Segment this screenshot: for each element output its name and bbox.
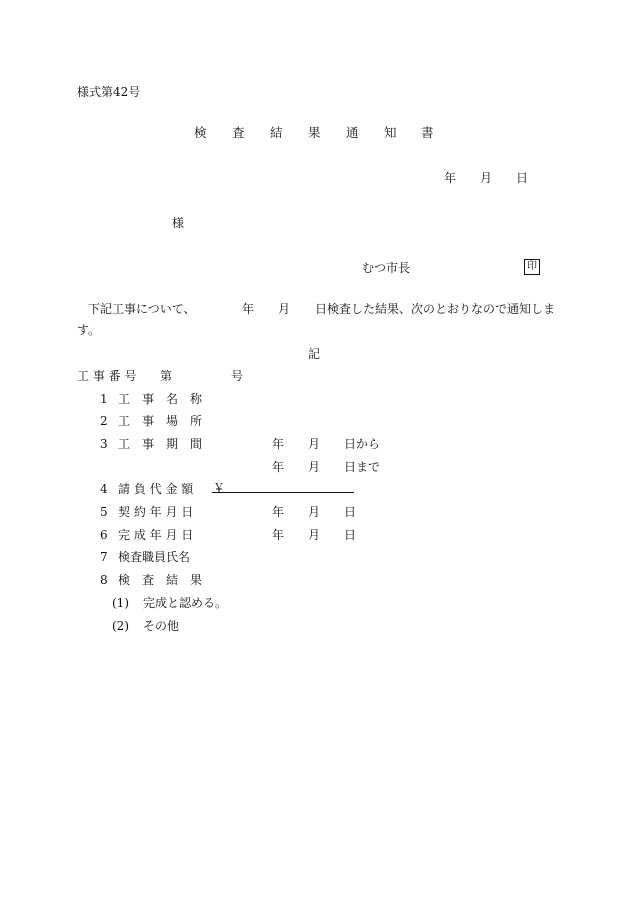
seal-mark: 印 <box>524 259 540 275</box>
item-6-year: 年 <box>272 528 285 542</box>
item-5-month: 月 <box>308 505 321 519</box>
date-year: 年 <box>444 171 457 185</box>
yen-sign: ￥ <box>213 481 226 495</box>
issuer-name: むつ市長 <box>362 261 411 275</box>
item-3-number: 3 <box>100 437 108 451</box>
date-day: 日 <box>516 171 529 185</box>
item-3-start-month: 月 <box>308 437 321 451</box>
item-5-label: 契 約 年 月 日 <box>118 505 194 519</box>
body-text-line2: す。 <box>77 323 101 337</box>
addressee-suffix: 様 <box>172 216 185 230</box>
title-char: 結 <box>270 125 283 140</box>
item-7-label: 検査職員氏名 <box>118 550 191 564</box>
body-text-start: 下記工事について、 <box>88 302 196 316</box>
item-3-label: 工 事 期 間 <box>118 437 203 451</box>
result-2-number: (2) <box>112 619 129 633</box>
title-char: 果 <box>308 125 321 140</box>
result-1-number: (1) <box>112 596 129 610</box>
title-char: 書 <box>421 125 434 140</box>
item-3-start-year: 年 <box>272 437 285 451</box>
koji-bango-go: 号 <box>231 369 244 383</box>
item-6-month: 月 <box>308 528 321 542</box>
item-8-label: 検 査 結 果 <box>118 573 203 587</box>
koji-bango-label: 工 事 番 号 <box>77 369 137 383</box>
ki-heading: 記 <box>308 347 321 361</box>
item-3-start-day: 日から <box>344 437 381 451</box>
item-6-number: 6 <box>100 528 108 542</box>
result-2-text: その他 <box>143 619 180 633</box>
result-1-text: 完成と認める。 <box>143 596 228 610</box>
body-text-rest: 日検査した結果、次のとおりなので通知しま <box>315 302 556 316</box>
item-1-number: 1 <box>100 392 108 406</box>
item-5-number: 5 <box>100 505 108 519</box>
item-2-label: 工 事 場 所 <box>118 414 203 428</box>
item-4-label: 請 負 代 金 額 <box>118 482 194 496</box>
item-6-day: 日 <box>344 528 357 542</box>
title-char: 通 <box>346 125 359 140</box>
item-3-end-month: 月 <box>308 460 321 474</box>
item-4-number: 4 <box>100 482 108 496</box>
item-2-number: 2 <box>100 414 108 428</box>
date-month: 月 <box>480 171 493 185</box>
title-char: 検 <box>194 125 207 140</box>
item-7-number: 7 <box>100 550 108 564</box>
form-number: 様式第42号 <box>77 85 141 99</box>
title-char: 査 <box>232 125 245 140</box>
item-8-number: 8 <box>100 573 108 587</box>
koji-bango-dai: 第 <box>160 369 173 383</box>
item-5-year: 年 <box>272 505 285 519</box>
title-char: 知 <box>384 125 397 140</box>
body-year: 年 <box>242 302 255 316</box>
item-1-label: 工 事 名 称 <box>118 392 203 406</box>
item-5-day: 日 <box>344 505 357 519</box>
item-6-label: 完 成 年 月 日 <box>118 528 194 542</box>
item-3-end-year: 年 <box>272 460 285 474</box>
amount-underline <box>212 492 354 493</box>
item-3-end-day: 日まで <box>344 460 381 474</box>
body-month: 月 <box>278 302 291 316</box>
